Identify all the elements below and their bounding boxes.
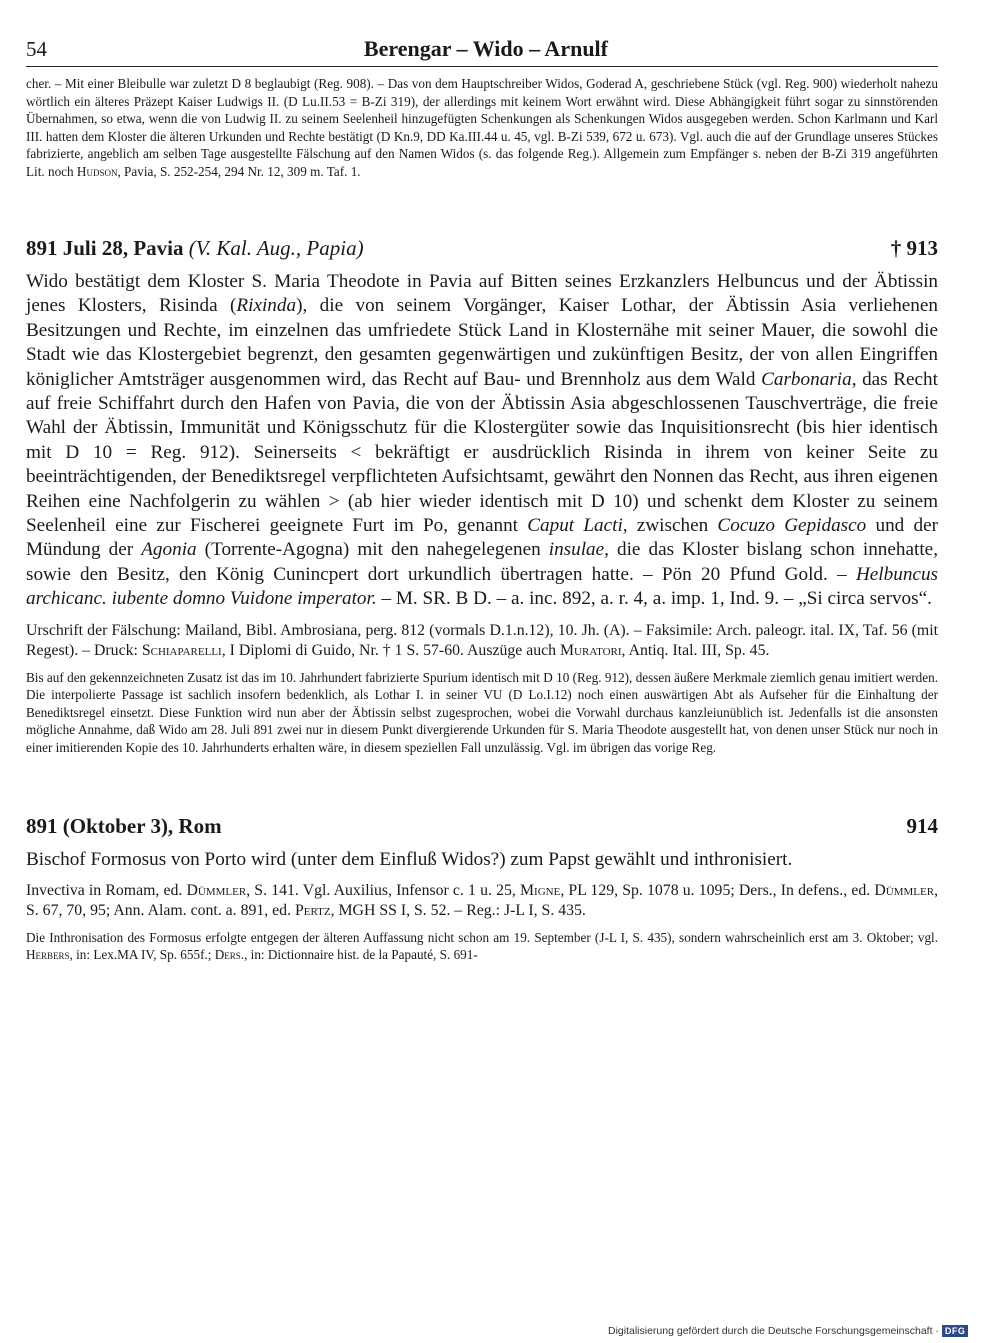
entry-913-regest: Wido bestätigt dem Kloster S. Maria Theodote in Pavia auf Bitten seines Erzkanzlers Helbuncus und der Äbtissin jenes Klosters, Risinda (Rixinda), die von seinem Vorgänger, Kaiser Lothar, der Äbtissin Asia verliehenen Besitzungen und Rechte, im einzelnen das umfriedete Stück Land in Klosternähe mit seiner Mauer, die sowohl die Stadt wie das Klostergebiet begrenzt, den gesamten gegenwärtigen und zukünftigen Besitz, der von allen Eingriffen königlicher Amtsträger ausgenommen wird, das Recht auf Bau- und Brennholz aus dem Wald Carbonaria, das Recht auf freie Schiffahrt durch den Hafen von Pavia, die von der Äbtissin Asia abgeschlossenen Tauschverträge, die freie Wahl der Äbtissin, Immunität und Königsschutz für die Klostergüter sowie das Inquisitionsrecht (bis hier identisch mit D 10 = Reg. 912). Seinerseits < bekräftigt er ausdrücklich Risinda in ihrem von keiner Seite zu beeinträchtigenden, der Benediktsregel verpflichteten Aufsichtsamt, gewährt den Nonnen das Recht, aus ihren eigenen Reihen eine Nachfolgerin zu wählen > (ab hier wieder identisch mit D 10) und schenkt dem Kloster zu seinem Seelenheil eine zur Fischerei geeignete Furt im Po, genannt Caput Lacti, zwischen Cocuzo Gepidasco und der Mündung der Agonia (Torrente-Agogna) mit den nahegelegenen insulae, die das Kloster bislang schon innehatte, sowie den Besitz, den König Cunincpert dort urkundlich übertragen hatte. – Pön 20 Pfund Gold. – Helbuncus archicanc. iubente domno Vuidone imperator. – M. SR. B D. – a. inc. 892, a. r. 4, a. imp. 1, Ind. 9. – „Si circa servos“. <box>26 271 939 610</box>
entry-914-sources: Invectiva in Romam, ed. Dümmler, S. 141. Vgl. Auxilius, Infensor c. 1 u. 25, Migne, PL 129, Sp. 1078 u. 1095; Ders., In defens., ed. Dümmler, S. 67, 70, 95; Ann. Alam. cont. a. 891, ed. Pertz, MGH SS I, S. 52. – Reg.: J-L I, S. 435. <box>26 881 939 920</box>
entry-914-heading <box>26 814 938 839</box>
footer-text: Digitalisierung gefördert durch die Deutsche Forschungsgemeinschaft · <box>608 1325 939 1337</box>
previous-entry-commentary: cher. – Mit einer Bleibulle war zuletzt D 8 beglaubigt (Reg. 908). – Das von dem Hauptschreiber Widos, Goderad A, geschriebene Stück (vgl. Reg. 900) wiederholt nahezu wörtlich ein älteres Präzept Kaiser Ludwigs II. (D Lu.II.53 = B-Zi 319), der allerdings mit keinem Wort erwähnt wird. Diese Abhängigkeit führt sogar zu sinnstörenden Übernahmen, so etwa, wenn die von Ludwig II. zu seinem Seelenheil hinzugefügten Schenkungen als Schenkungen Widos ausgegeben werden. Schon Karlmann und Karl III. hatten dem Kloster die älteren Urkunden und Rechte bestätigt (D Kn.9, DD Ka.III.44 u. 45, vgl. B-Zi 539, 672 u. 673). Vgl. auch die auf der Grundlage unseres Stückes fabrizierte, angeblich am selben Tage ausgestellte Fälschung auf den Namen Widos (s. das folgende Reg.). Allgemein zum Empfänger s. neben der B-Zi 319 angeführten Lit. noch Hudson, Pavia, S. 252-254, 294 Nr. 12, 309 m. Taf. 1. <box>26 76 938 179</box>
entry-number: † 913 <box>890 236 938 260</box>
page-header <box>26 36 938 67</box>
entry-914-regest: Bischof Formosus von Porto wird (unter dem Einfluß Widos?) zum Papst gewählt und inthronisiert. <box>26 849 793 871</box>
entry-914-commentary: Die Inthronisation des Formosus erfolgte entgegen der älteren Auffassung nicht schon am 19. September (J-L I, S. 435), sondern wahrscheinlich erst am 3. Oktober; vgl. Herbers, in: Lex.MA IV, Sp. 655f.; Ders., in: Dictionnaire hist. de la Papauté, S. 691- <box>26 929 938 963</box>
entry-913-heading <box>26 236 938 261</box>
running-title: Berengar – Wido – Arnulf <box>363 36 608 61</box>
entry-date-place: 891 (Oktober 3), Rom <box>26 814 222 839</box>
entry-date-place: 891 Juli 28, Pavia <box>26 236 184 260</box>
page-number: 54 <box>26 37 47 61</box>
entry-913-commentary: Bis auf den gekennzeichneten Zusatz ist das im 10. Jahrhundert fabrizierte Spurium identisch mit D 10 (Reg. 912), dessen äußere Merkmale ziemlich genau imitiert werden. Die interpolierte Passage ist sachlich insofern bedenklich, als Lothar I. in seiner VU (D Lo.I.12) noch einen auswärtigen Abt als Aufseher für die Einhaltung der Benediktsregel einsetzt. Diese Funktion wird nun aber der Äbtissin selbst zugesprochen, wobei die Vorwahl durchaus kanzleiunüblich ist. Jedenfalls ist die ansonsten mögliche Annahme, daß Wido am 28. Juli 891 zwei nur in diesem Punkt divergierende Urkunden für S. Maria Theodote ausgestellt hat, von denen unser Stück nur noch in einer imitierenden Kopie des 10. Jahrhunderts erhalten wäre, in diesem speziellen Fall unzulässig. Vgl. im übrigen das vorige Reg. <box>26 669 938 755</box>
dfg-logo: DFG <box>942 1325 969 1337</box>
digitization-footer <box>608 1325 968 1337</box>
entry-date-latin: (V. Kal. Aug., Papia) <box>188 236 364 260</box>
page <box>26 36 938 964</box>
entry-number: 914 <box>906 814 938 839</box>
entry-913-sources: Urschrift der Fälschung: Mailand, Bibl. Ambrosiana, perg. 812 (vormals D.1.n.12), 10. Jh. (A). – Faksimile: Arch. paleogr. ital. IX, Taf. 56 (mit Regest). – Druck: Schiaparelli, I Diplomi di Guido, Nr. † 1 S. 57-60. Auszüge auch Muratori, Antiq. Ital. III, Sp. 45. <box>26 621 938 660</box>
